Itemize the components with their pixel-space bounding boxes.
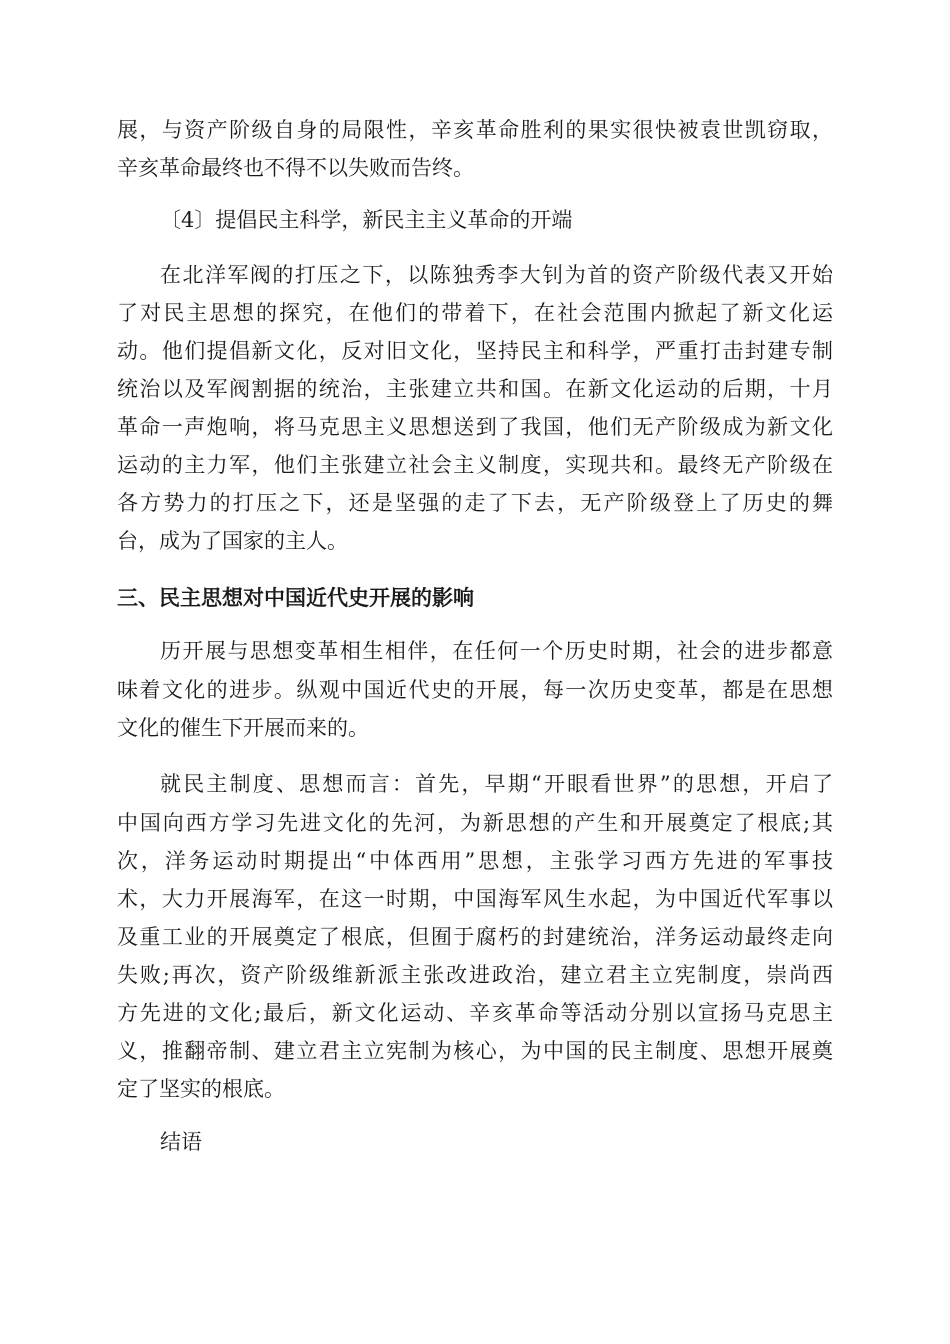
paragraph-line: 历开展与思想变革相生相伴，在任何一个历史时期，社会的进步都意 — [160, 639, 833, 663]
paragraph-line: 及重工业的开展奠定了根底，但囿于腐朽的封建统治，洋务运动最终走向 — [117, 925, 833, 949]
paragraph-line: 义，推翻帝制、建立君主立宪制为核心，为中国的民主制度、思想开展奠 — [117, 1039, 833, 1063]
paragraph-line: 展，与资产阶级自身的局限性，辛亥革命胜利的果实很快被袁世凯窃取， — [117, 118, 833, 142]
paragraph-line: 动。他们提倡新文化，反对旧文化，坚持民主和科学，严重打击封建专制 — [117, 339, 833, 363]
paragraph-line: 定了坚实的根底。 — [117, 1077, 285, 1101]
paragraph-line: 各方势力的打压之下，还是坚强的走了下去，无产阶级登上了历史的舞 — [117, 491, 833, 515]
paragraph-line: 中国向西方学习先进文化的先河，为新思想的产生和开展奠定了根底;其 — [117, 811, 833, 835]
paragraph-line: 文化的催生下开展而来的。 — [117, 716, 369, 740]
paragraph-line: 术，大力开展海军，在这一时期，中国海军风生水起，为中国近代军事以 — [117, 887, 833, 911]
conclusion-label: 结语 — [160, 1130, 202, 1154]
paragraph-line: 了对民主思想的探究，在他们的带着下，在社会范围内掀起了新文化运 — [117, 301, 833, 325]
paragraph-line: 在北洋军阀的打压之下，以陈独秀李大钊为首的资产阶级代表又开始 — [160, 263, 833, 287]
paragraph-line: 方先进的文化;最后，新文化运动、辛亥革命等活动分别以宣扬马克思主 — [117, 1001, 833, 1025]
paragraph-line: 台，成为了国家的主人。 — [117, 529, 348, 553]
paragraph-line: 就民主制度、思想而言：首先，早期“开眼看世界”的思想，开启了 — [160, 772, 833, 796]
paragraph-line: 辛亥革命最终也不得不以失败而告终。 — [117, 156, 474, 180]
paragraph-line: 失败;再次，资产阶级维新派主张改进政治，建立君主立宪制度，崇尚西 — [117, 963, 833, 987]
paragraph-line: 统治以及军阀割据的统治，主张建立共和国。在新文化运动的后期，十月 — [117, 377, 833, 401]
paragraph-line: 运动的主力军，他们主张建立社会主义制度，实现共和。最终无产阶级在 — [117, 453, 833, 477]
subheading-4: 〔4〕提倡民主科学，新民主主义革命的开端 — [160, 208, 573, 232]
paragraph-line: 次，洋务运动时期提出“中体西用”思想，主张学习西方先进的军事技 — [117, 849, 833, 873]
paragraph-line: 味着文化的进步。纵观中国近代史的开展，每一次历史变革，都是在思想 — [117, 678, 833, 702]
section-heading: 三、民主思想对中国近代史开展的影响 — [117, 586, 474, 610]
paragraph-line: 革命一声炮响，将马克思主义思想送到了我国，他们无产阶级成为新文化 — [117, 415, 833, 439]
